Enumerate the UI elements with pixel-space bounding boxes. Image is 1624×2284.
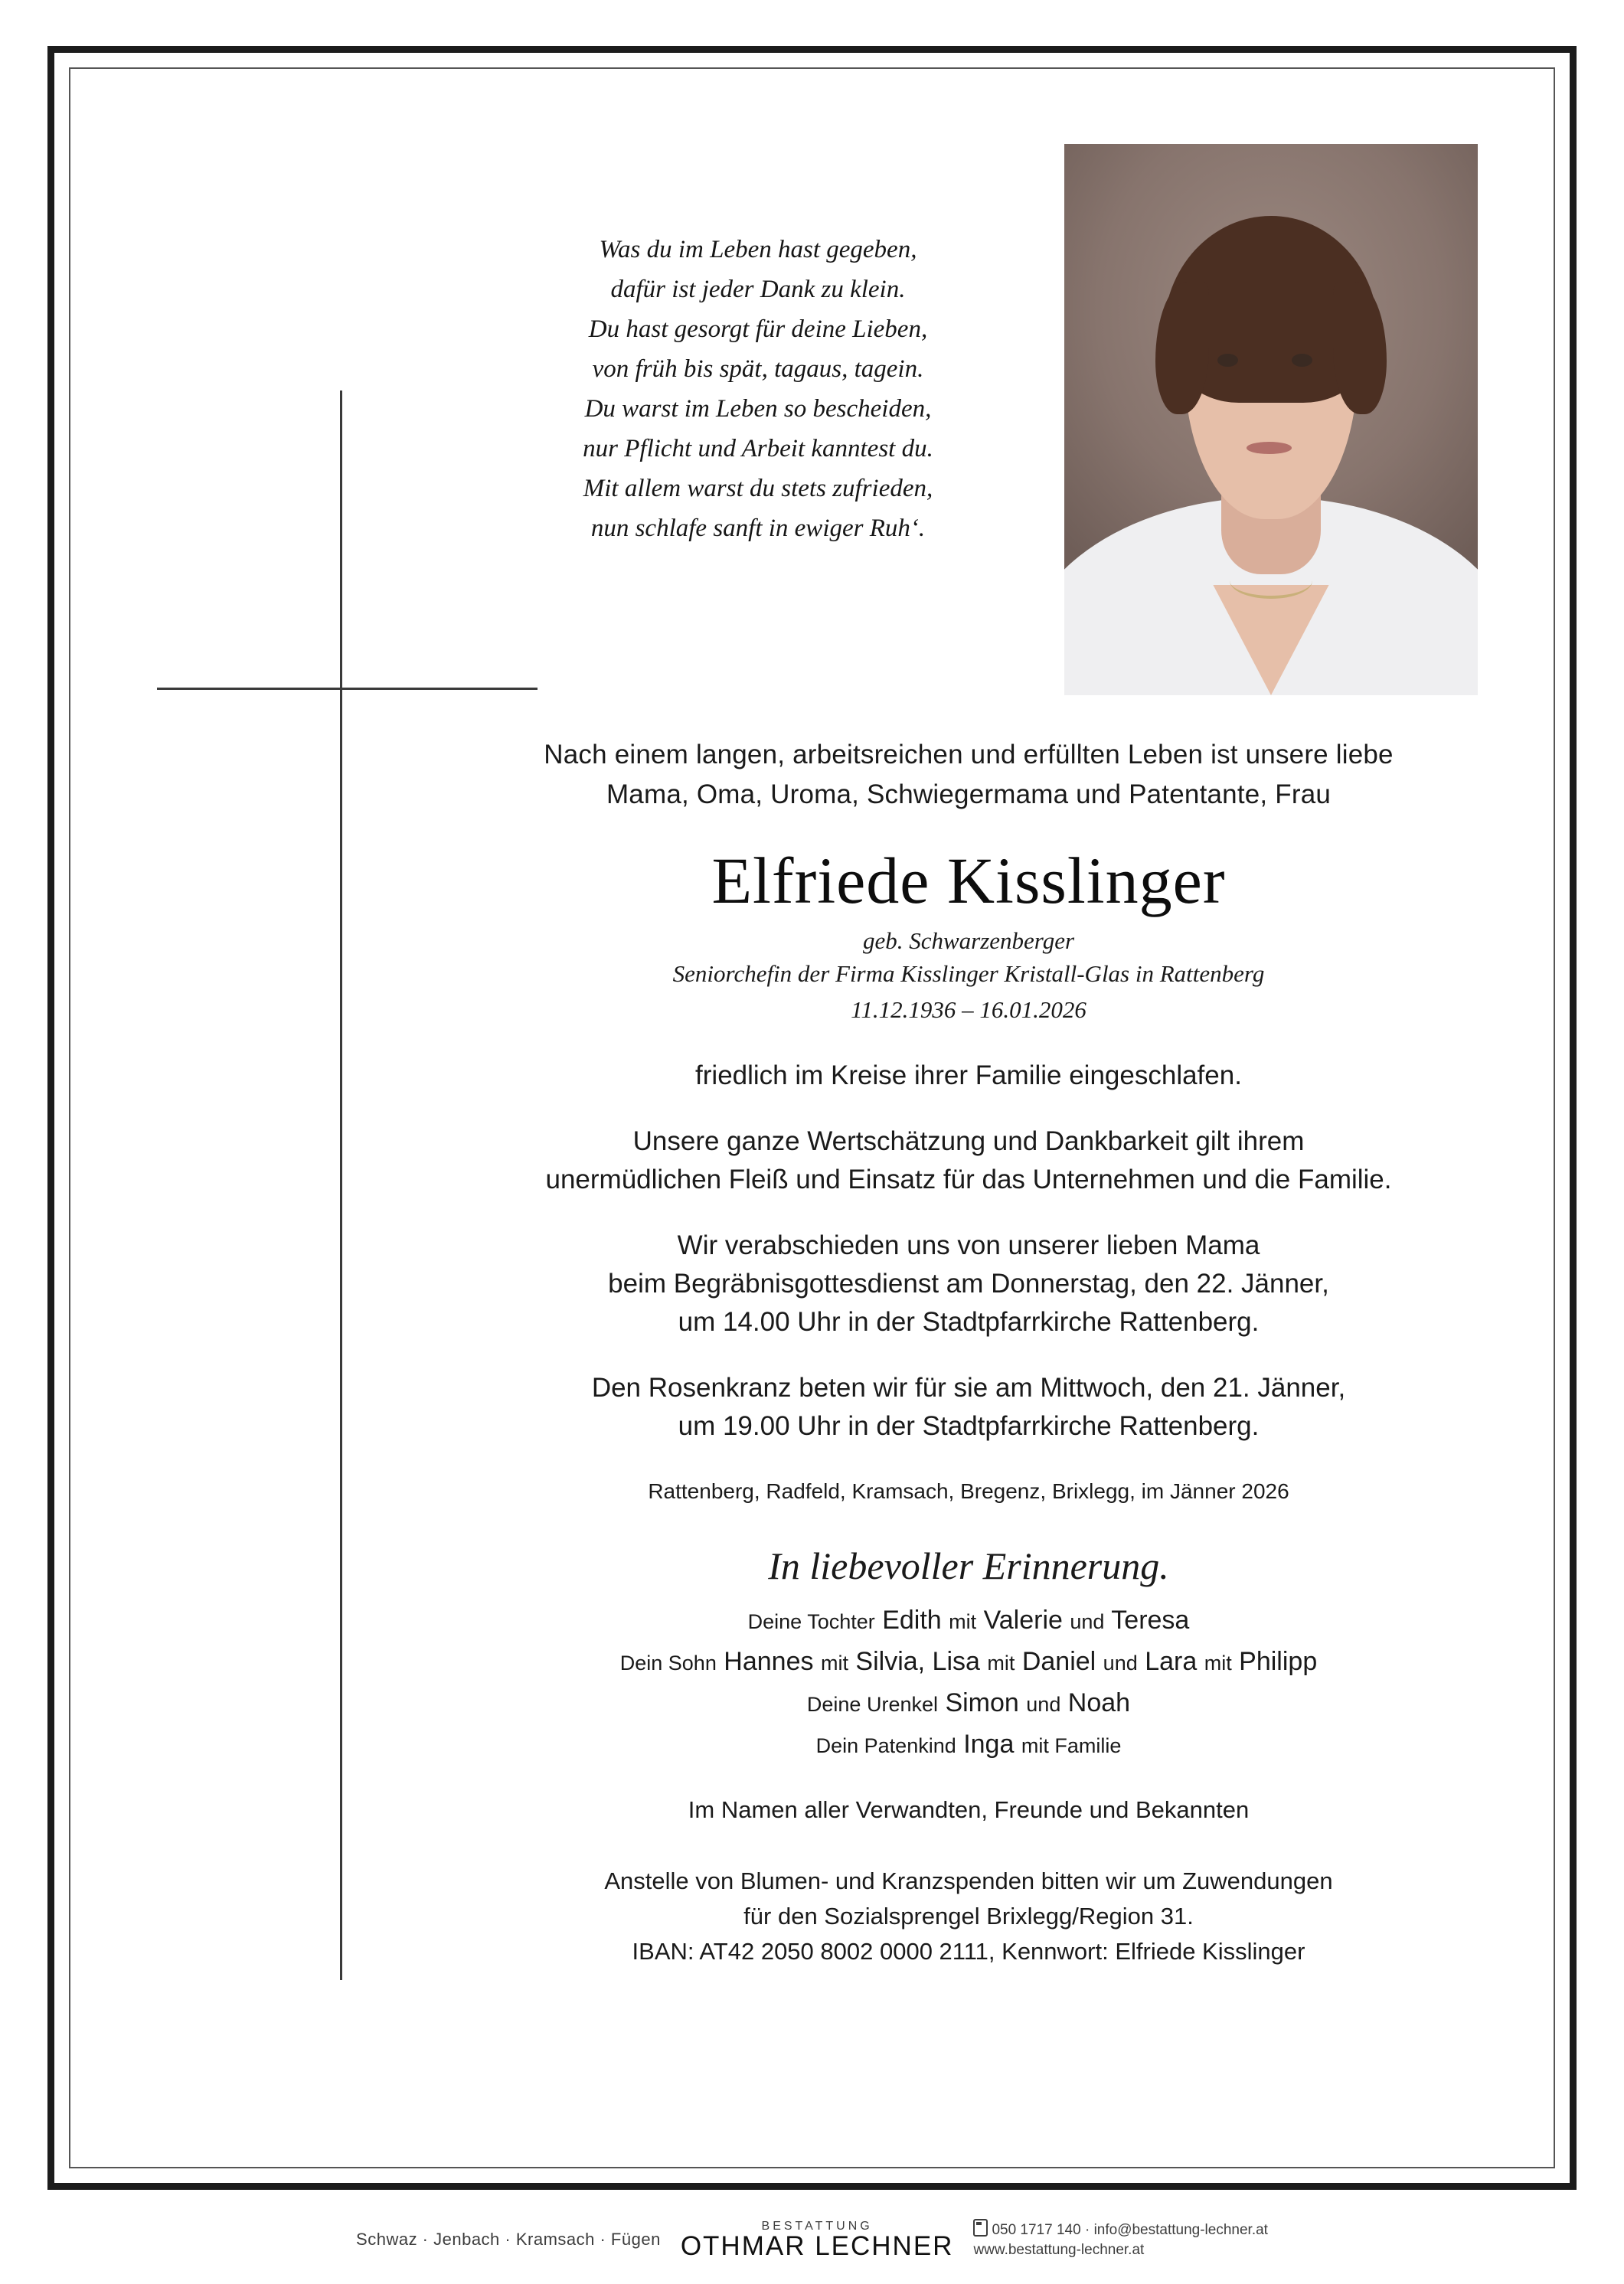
- cross-vertical-bar: [340, 390, 342, 1980]
- donation-line-2: für den Sozialsprengel Brixlegg/Region 31.: [743, 1903, 1194, 1929]
- rosary-text: [475, 1369, 1462, 1446]
- intro-line-1: Nach einem langen, arbeitsreichen und erfüllten Leben ist unsere liebe: [544, 740, 1394, 770]
- family-line-godchild: [475, 1724, 1462, 1766]
- daughter-child-1: Valerie: [983, 1606, 1063, 1635]
- godchild-name: Inga: [963, 1730, 1015, 1759]
- poem-line: Du warst im Leben so bescheiden,: [584, 395, 932, 423]
- daughter-child-2: Teresa: [1111, 1606, 1190, 1635]
- great-grandchild-1: Simon: [945, 1688, 1019, 1717]
- announcement-body: [475, 735, 1462, 1969]
- footer-towns: Schwaz · Jenbach · Kramsach · Fügen: [356, 2230, 661, 2249]
- great-grandchildren-prefix: Deine Urenkel: [806, 1693, 938, 1716]
- logo-top-text: BESTATTUNG: [761, 2219, 873, 2233]
- poem-line: von früh bis spät, tagaus, tagein.: [592, 355, 924, 383]
- on-behalf-text: Im Namen aller Verwandten, Freunde und Bekannten: [688, 1796, 1250, 1823]
- donation-request: [475, 1864, 1462, 1969]
- footer-phone: 050 1717 140 · info@bestattung-lechner.at: [992, 2222, 1268, 2238]
- great-grandchild-2: Noah: [1067, 1688, 1131, 1717]
- son-partner: Silvia, Lisa: [855, 1647, 980, 1676]
- footer: [47, 2205, 1577, 2274]
- daughter-name: Edith: [882, 1606, 942, 1635]
- funeral-line-3: um 14.00 Uhr in der Stadtpfarrkirche Rattenberg.: [678, 1307, 1260, 1337]
- family-names: [475, 1600, 1462, 1766]
- daughter-prefix: Deine Tochter: [747, 1610, 875, 1633]
- son-name: Hannes: [724, 1647, 814, 1676]
- deceased-name: Elfriede Kisslinger: [711, 844, 1226, 917]
- phone-icon: [973, 2219, 988, 2237]
- son-child-2: Lara: [1145, 1647, 1198, 1676]
- son-prefix: Dein Sohn: [619, 1652, 717, 1675]
- great-grandchildren-connector: und: [1026, 1693, 1061, 1716]
- son-connector-4: mit: [1204, 1652, 1232, 1675]
- son-connector-2: mit: [987, 1652, 1015, 1675]
- funeral-line-2: beim Begräbnisgottesdienst am Donnerstag, den 22. Jänner,: [608, 1269, 1329, 1299]
- donation-line-3: IBAN: AT42 2050 8002 0000 2111, Kennwort: Elfriede Kisslinger: [632, 1938, 1305, 1965]
- donation-line-1: Anstelle von Blumen- und Kranzspenden bitten wir um Zuwendungen: [604, 1867, 1333, 1894]
- poem-line: Was du im Leben hast gegeben,: [599, 236, 917, 263]
- rosary-line-1: Den Rosenkranz beten wir für sie am Mittwoch, den 21. Jänner,: [591, 1373, 1346, 1403]
- gratitude-line-2: unermüdlichen Fleiß und Einsatz für das Unternehmen und die Familie.: [545, 1165, 1392, 1194]
- poem-line: nur Pflicht und Arbeit kanntest du.: [583, 435, 933, 462]
- son-connector-3: und: [1103, 1652, 1138, 1675]
- godchild-suffix: mit Familie: [1021, 1734, 1122, 1757]
- memorial-poem: [490, 230, 1026, 548]
- memory-heading: In liebevoller Erinnerung.: [768, 1544, 1169, 1587]
- daughter-connector-1: mit: [949, 1610, 977, 1633]
- places-and-date: Rattenberg, Radfeld, Kramsach, Bregenz, Brixlegg, im Jänner 2026: [648, 1479, 1289, 1503]
- portrait-eye-left: [1217, 354, 1238, 367]
- poem-line: nun schlafe sanft in ewiger Ruh‘.: [590, 515, 926, 542]
- funeral-service-text: [475, 1227, 1462, 1341]
- family-line-son: [475, 1642, 1462, 1683]
- gratitude-text: [475, 1122, 1462, 1199]
- footer-phone-row: [973, 2219, 1268, 2240]
- portrait-eye-right: [1292, 354, 1312, 367]
- footer-website: www.bestattung-lechner.at: [973, 2242, 1145, 2258]
- poem-line: Du hast gesorgt für deine Lieben,: [588, 315, 928, 343]
- footer-contact: [973, 2219, 1268, 2260]
- daughter-connector-2: und: [1070, 1610, 1105, 1633]
- family-line-great-grandchildren: [475, 1683, 1462, 1724]
- portrait-photo: [1064, 144, 1478, 695]
- portrait-mouth: [1247, 442, 1292, 454]
- family-line-daughter: [475, 1600, 1462, 1642]
- funeral-line-1: Wir verabschieden uns von unserer lieben Mama: [677, 1230, 1260, 1260]
- intro-line-2: Mama, Oma, Uroma, Schwiegermama und Patentante, Frau: [606, 779, 1332, 809]
- life-dates: 11.12.1936 – 16.01.2026: [851, 996, 1086, 1023]
- intro-text: [475, 735, 1462, 815]
- logo-main-text: OTHMAR LECHNER: [680, 2230, 954, 2261]
- godchild-prefix: Dein Patenkind: [815, 1734, 956, 1757]
- son-child-1: Daniel: [1021, 1647, 1096, 1676]
- passing-text: friedlich im Kreise ihrer Familie eingeschlafen.: [695, 1060, 1242, 1090]
- gratitude-line-1: Unsere ganze Wertschätzung und Dankbarkeit gilt ihrem: [632, 1126, 1305, 1156]
- deceased-role: Seniorchefin der Firma Kisslinger Kristall-Glas in Rattenberg: [672, 960, 1265, 987]
- poem-line: Mit allem warst du stets zufrieden,: [583, 475, 933, 502]
- cross-horizontal-bar: [157, 688, 538, 690]
- rosary-line-2: um 19.00 Uhr in der Stadtpfarrkirche Rattenberg.: [678, 1411, 1260, 1441]
- maiden-name: geb. Schwarzenberger: [862, 927, 1075, 954]
- poem-line: dafür ist jeder Dank zu klein.: [610, 276, 906, 303]
- funeral-home-logo: [681, 2220, 954, 2259]
- son-child-3: Philipp: [1239, 1647, 1318, 1676]
- son-connector-1: mit: [820, 1652, 848, 1675]
